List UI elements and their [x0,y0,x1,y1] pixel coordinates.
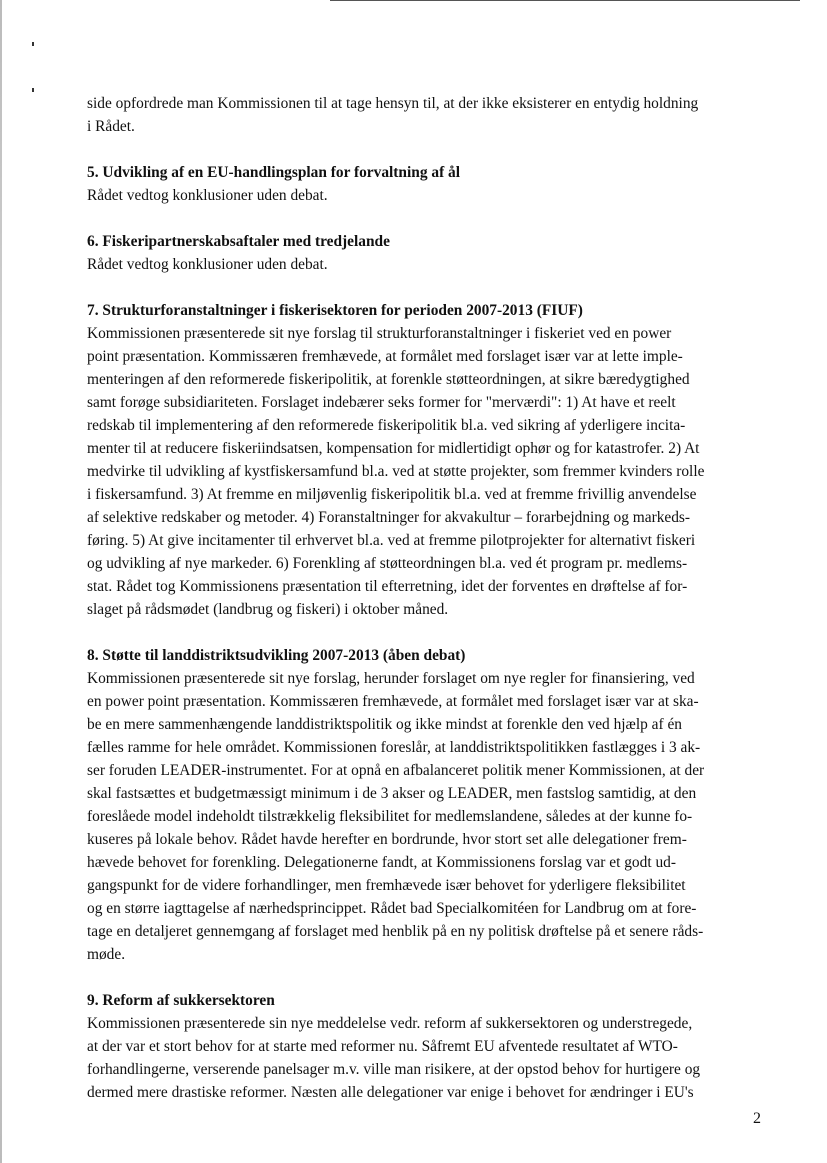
text-line: stat. Rådet tog Kommissionens præsentation til efterretning, idet der forventes en drøftelse af for- [87,578,688,595]
text-line: slaget på rådsmødet (landbrug og fiskeri) i oktober måned. [87,601,449,618]
section-heading: 6. Fiskeripartnerskabsaftaler med tredjelande [87,233,390,250]
text-line: menteringen af den reformerede fiskeripolitik, at forenkle støtteordningen, at sikre bæredygtighed [87,371,690,388]
section-7 [87,299,767,621]
text-line: foreslåede model indeholdt tilstrækkelig fleksibilitet for medlemslandene, således at der kunne fo- [87,808,693,825]
text-line: føring. 5) At give incitamenter til erhvervet bl.a. ved at fremme pilotprojekter for alternativt fiskeri [87,532,696,549]
section-heading: 8. Støtte til landdistriktsudvikling 2007-2013 (åben debat) [87,647,466,664]
page-number: 2 [753,1110,761,1127]
text-line: at der var et stort behov for at starte med reformer nu. Såfremt EU afventede resultatet af WTO- [87,1038,678,1055]
text-line: kuseres på lokale behov. Rådet havde herefter en bordrunde, hvor stort set alle delegationer frem- [87,831,687,848]
text-line: møde. [87,946,126,963]
scan-speck [32,42,34,46]
scan-top-rule [330,0,800,1]
document-body [87,92,767,1104]
section-heading: 9. Reform af sukkersektoren [87,992,275,1009]
scan-left-edge [0,0,2,1163]
text-line: gangspunkt for de videre forhandlinger, men fremhævede især behovet for yderligere fleksibilitet [87,877,686,894]
section-5 [87,161,767,207]
text-line: samt forøge subsidiariteten. Forslaget indebærer seks former for "merværdi": 1) At have et reelt [87,394,676,411]
text-line: i Rådet. [87,118,135,135]
text-line: skal fastsættes et budgetmæssigt minimum i de 3 akser og LEADER, men fastslog samtidig, at den [87,785,697,802]
text-line: ser foruden LEADER-instrumentet. For at opnå en afbalanceret politik mener Kommissionen, at der [87,762,705,779]
section-heading: 5. Udvikling af en EU-handlingsplan for forvaltning af ål [87,164,461,181]
text-line: fælles ramme for hele området. Kommissionen foreslår, at landdistriktspolitikken fastlægges i 3 ak- [87,739,701,756]
text-line: Rådet vedtog konklusioner uden debat. [87,187,328,204]
intro-paragraph [87,92,767,138]
text-line: be en mere sammenhængende landdistriktspolitik og ikke mindst at forenkle den ved hjælp af én [87,716,682,733]
text-line: Kommissionen præsenterede sit nye forslag til strukturforanstaltninger i fiskeriet ved en power [87,325,672,342]
section-heading: 7. Strukturforanstaltninger i fiskerisektoren for perioden 2007-2013 (FIUF) [87,302,583,319]
text-line: menter til at reducere fiskeriindsatsen, kompensation for midlertidigt ophør og for katastrofer. 2) At [87,440,700,457]
scan-speck [32,88,34,92]
text-line: dermed mere drastiske reformer. Næsten alle delegationer var enige i behovet for ændringer i EU's [87,1084,694,1101]
text-line: forhandlingerne, verserende panelsager m.v. ville man risikere, at der opstod behov for hurtigere og [87,1061,701,1078]
section-6 [87,230,767,276]
text-line: side opfordrede man Kommissionen til at tage hensyn til, at der ikke eksisterer en entydig holdning [87,95,699,112]
text-line: hævede behovet for forenkling. Delegationerne fandt, at Kommissionens forslag var et godt ud- [87,854,676,871]
text-line: Kommissionen præsenterede sit nye forslag, herunder forslaget om nye regler for finansiering, ved [87,670,695,687]
text-line: Rådet vedtog konklusioner uden debat. [87,256,328,273]
text-line: i fiskersamfund. 3) At fremme en miljøvenlig fiskeripolitik bl.a. ved at fremme frivillig anvendelse [87,486,697,503]
text-line: tage en detaljeret gennemgang af forslaget med henblik på en ny politisk drøftelse på et senere råds- [87,923,704,940]
text-line: point præsentation. Kommissæren fremhævede, at formålet med forslaget især var at lette imple- [87,348,683,365]
text-line: Kommissionen præsenterede sin nye meddelelse vedr. reform af sukkersektoren og understregede, [87,1015,693,1032]
text-line: en power point præsentation. Kommissæren fremhævede, at formålet med forslaget især var at ska- [87,693,699,710]
section-9 [87,989,767,1104]
text-line: og en større iagttagelse af nærhedsprincippet. Rådet bad Specialkomitéen for Landbrug om at fore- [87,900,697,917]
text-line: af selektive redskaber og metoder. 4) Foranstaltninger for akvakultur – forarbejdning og markeds- [87,509,691,526]
text-line: redskab til implementering af den reformerede fiskeripolitik bl.a. ved sikring af yderligere incita- [87,417,686,434]
text-line: og udvikling af nye markeder. 6) Forenkling af støtteordningen bl.a. ved ét program pr. medlems- [87,555,688,572]
section-8 [87,644,767,966]
text-line: medvirke til udvikling af kystfiskersamfund bl.a. ved at støtte projekter, som fremmer kvinders rolle [87,463,705,480]
